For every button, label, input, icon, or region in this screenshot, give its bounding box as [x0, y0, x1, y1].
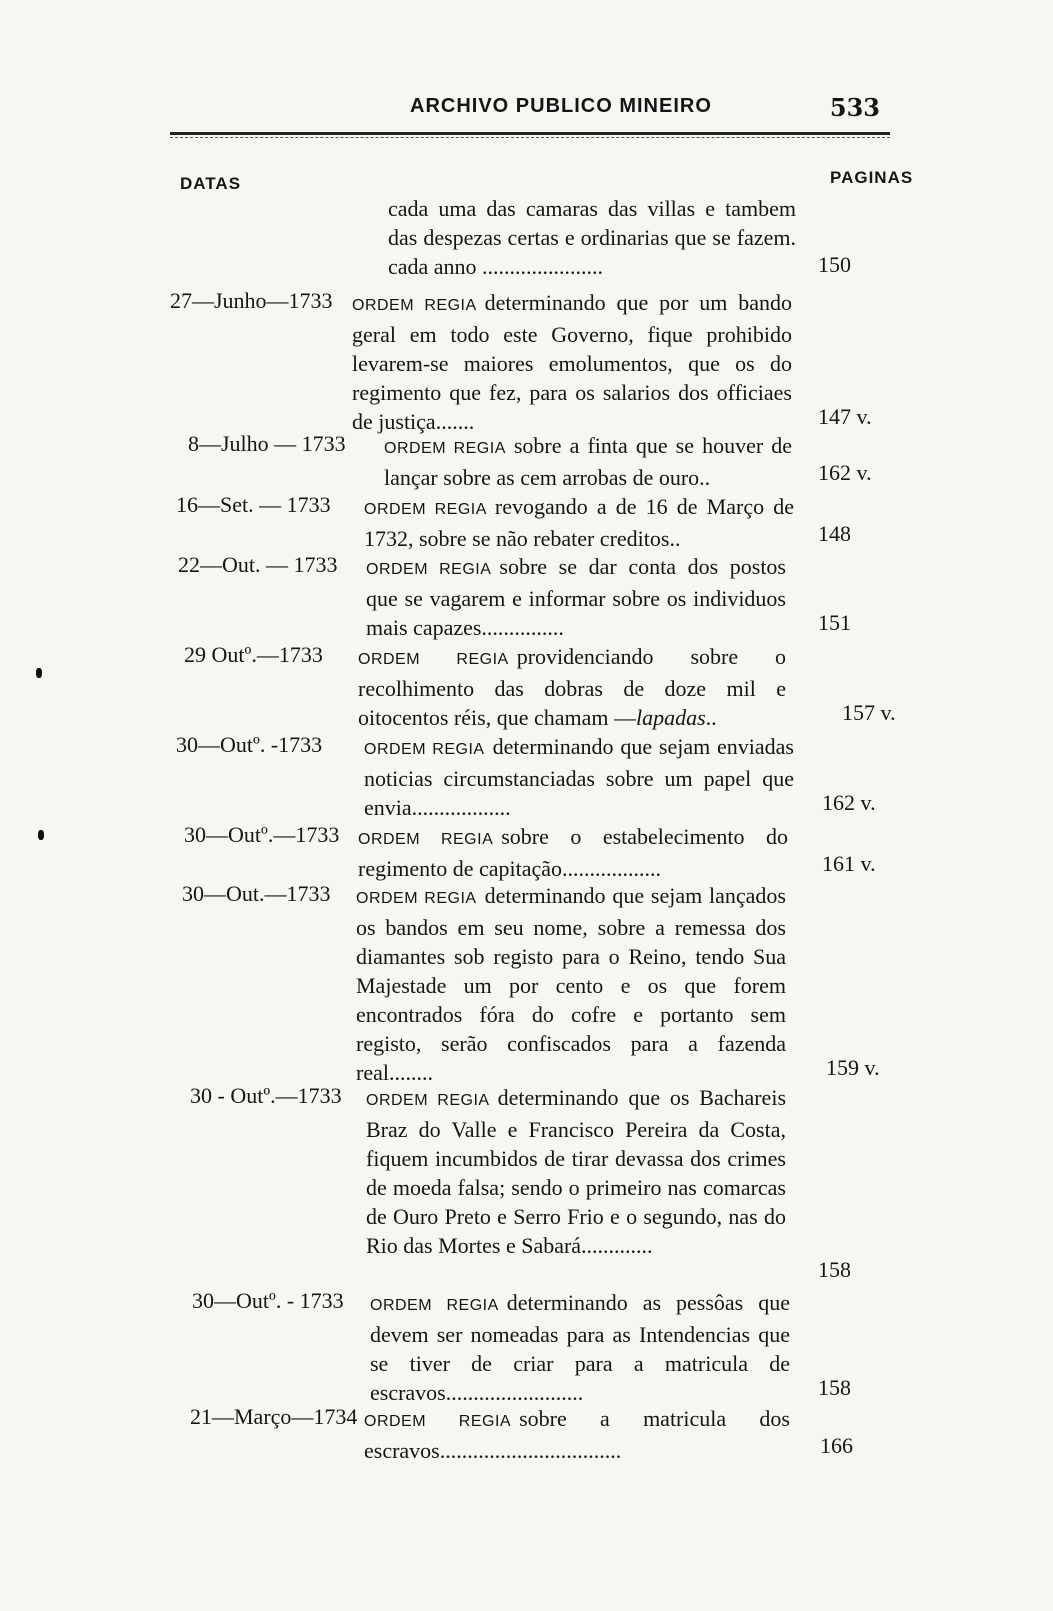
entry-date: 30—Outº. -1733 [176, 732, 323, 757]
running-title: ARCHIVO PUBLICO MINEIRO [410, 95, 712, 117]
entry-text: ORDEM REGIA revogando a de 16 de Março de 1732, sobre se não rebater creditos.. [364, 494, 794, 551]
entry-kind: ORDEM REGIA [358, 651, 509, 668]
entry-text: ORDEM REGIA determinando que sejam enviadas noticias circumstanciadas sobre um papel que envia.................. [364, 734, 794, 820]
entry-kind: ORDEM REGIA [366, 1092, 490, 1109]
entry-kind: ORDEM REGIA [364, 501, 487, 518]
entry-page-ref: 148 [818, 521, 851, 546]
entry-text: ORDEM REGIA determinando as pessôas que devem ser nomeadas para as Intendencias que se tiver de criar para a matricula de escravos......................... [370, 1290, 790, 1405]
entry-page-ref: 162 v. [818, 460, 872, 485]
entry-kind: ORDEM REGIA [366, 561, 492, 578]
entry-page-ref: 157 v. [842, 700, 896, 725]
entry-date: 22—Out. — 1733 [178, 552, 338, 577]
entry-date: 21—Março—1734 [190, 1404, 358, 1429]
column-heading-paginas: PAGINAS [830, 168, 914, 187]
entry-page-ref: 158 [818, 1257, 851, 1282]
entry-date: 16—Set. — 1733 [176, 492, 331, 517]
entry-date: 27—Junho—1733 [170, 288, 333, 313]
page-header [170, 95, 890, 135]
entry-text: ORDEM REGIA providenciando sobre o recolhimento das dobras de doze mil e oitocentos réis, que chamam —lapadas.. [358, 644, 787, 730]
entry-text: ORDEM REGIA sobre a finta que se houver de lançar sobre as cem arrobas de ouro.. [384, 433, 792, 490]
entry-page-ref: 159 v. [826, 1055, 880, 1080]
entry-kind: ORDEM REGIA [358, 831, 494, 848]
header-rule [170, 132, 890, 135]
entry-text: ORDEM REGIA sobre o estabelecimento do regimento de capitação.................. [358, 824, 788, 881]
entry-kind: ORDEM REGIA [352, 297, 477, 314]
entry-text: ORDEM REGIA sobre a matricula dos escravos................................. [364, 1406, 790, 1463]
entry-date: 30—Out.—1733 [182, 881, 331, 906]
entry-page-ref: 158 [818, 1375, 851, 1400]
entry-page-ref: 150 [818, 252, 851, 277]
entry-page-ref: 166 [820, 1433, 853, 1458]
entry-text: ORDEM REGIA determinando que sejam lançados os bandos em seu nome, sobre a remessa dos diamantes sob registo para o Reino, tendo Sua Majestade um por cento e os que forem encontrados fóra do cofre e portanto sem registo, serão confiscados para a fazenda real........ [356, 883, 786, 1085]
entry-date: 30 - Outº.—1733 [190, 1083, 342, 1108]
entry-date: 30—Outº.—1733 [184, 822, 340, 847]
entry-text: ORDEM REGIA sobre se dar conta dos postos que se vagarem e informar sobre os individuos mais capazes............... [366, 554, 786, 640]
entry-text: ORDEM REGIA determinando que os Bachareis Braz do Valle e Francisco Pereira da Costa, fiquem incumbidos de tirar devassa dos crimes de moeda falsa; sendo o primeiro nas comarcas de Ouro Preto e Serro Frio e o segundo, nas do Rio das Mortes e Sabará............. [366, 1085, 786, 1258]
entry-kind: ORDEM REGIA [384, 440, 506, 457]
column-heading-datas: DATAS [180, 174, 242, 193]
ink-spot [38, 830, 44, 840]
entry-date: 30—Outº. - 1733 [192, 1288, 344, 1313]
entry-kind: ORDEM REGIA [356, 890, 477, 907]
entry-date: 8—Julho — 1733 [188, 431, 346, 456]
page-number: 533 [829, 93, 880, 122]
entry-text: cada uma das camaras das villas e tambem das despezas certas e ordinarias que se fazem. cada anno ...................... [388, 196, 796, 279]
entry-page-ref: 147 v. [818, 404, 872, 429]
entry-kind: ORDEM REGIA [364, 741, 485, 758]
entry-kind: ORDEM REGIA [370, 1297, 499, 1314]
entry-date: 29 Outº.—1733 [184, 642, 323, 667]
entry-italic-term: lapadas [635, 705, 706, 730]
entry-kind: ORDEM REGIA [364, 1413, 512, 1430]
entry-page-ref: 161 v. [822, 851, 876, 876]
entry-page-ref: 151 [818, 610, 851, 635]
ink-spot [36, 668, 42, 678]
entry-text: ORDEM REGIA determinando que por um bando geral em todo este Governo, fique prohibido levarem-se maiores emolumentos, que os do regimento que fez, para os salarios dos officiaes de justiça....... [352, 290, 792, 434]
entry-page-ref: 162 v. [822, 790, 876, 815]
